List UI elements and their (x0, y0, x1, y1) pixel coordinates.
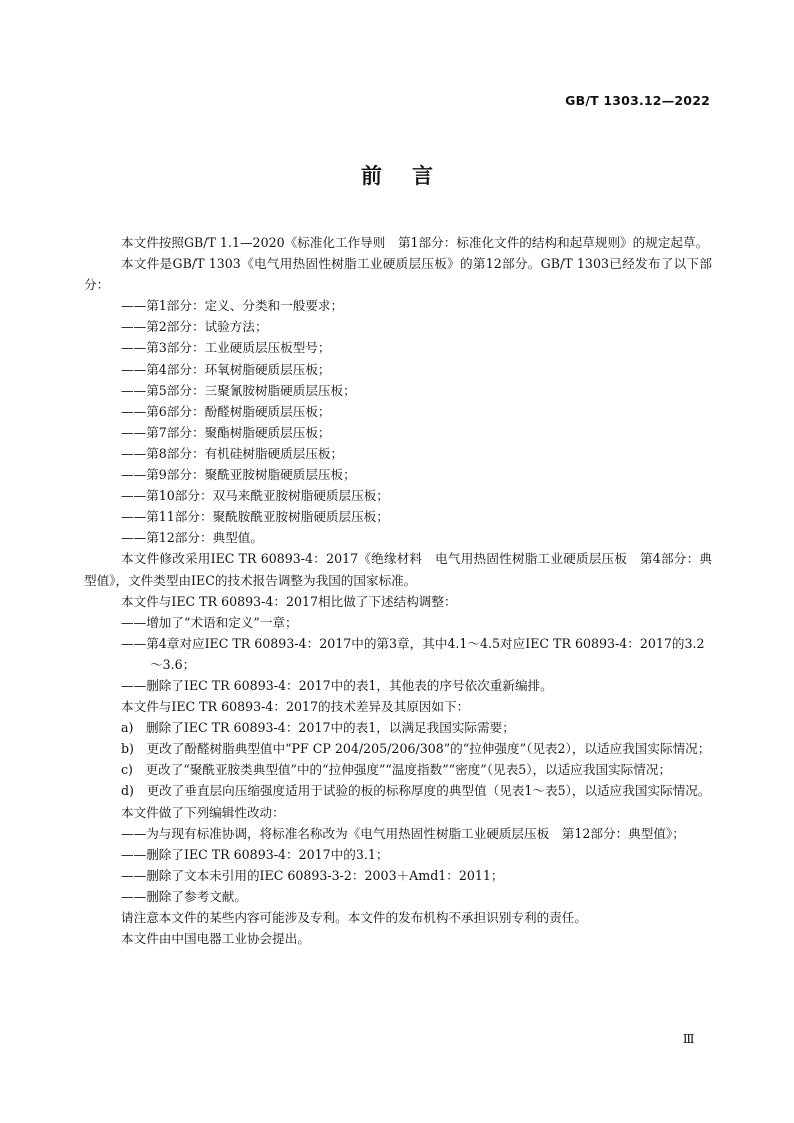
series-intro-paragraph: 本文件是GB/T 1303《电气用热固性树脂工业硬质层压板》的第12部分。GB/T 1303已经发布了以下部分： (84, 256, 712, 293)
list-item: ——第12部分：典型值。 (121, 530, 263, 546)
list-item: ——第2部分：试验方法； (121, 319, 268, 335)
list-item: ——第4章对应IEC TR 60893-4：2017中的第3章，其中4.1～4.5对应IEC TR 60893-4：2017的3.2～3.6； (121, 635, 705, 672)
list-item: a) 删除了IEC TR 60893-4：2017中的表1，以满足我国实际需要； (121, 720, 515, 736)
proposer-statement: 本文件由中国电器工业协会提出。 (121, 931, 310, 947)
list-item: ——第5部分：三聚氰胺树脂硬质层压板； (121, 382, 356, 398)
list-item: ——第10部分：双马来酰亚胺树脂硬质层压板； (121, 488, 389, 504)
drafting-rules-paragraph: 本文件按照GB/T 1.1—2020《标准化工作导则 第1部分：标准化文件的结构和起草规则》的规定起草。 (121, 235, 709, 250)
list-item: ——第8部分：有机硅树脂硬质层压板； (121, 445, 344, 461)
foreword-body (84, 232, 712, 949)
list-item: ——第9部分：聚酰亚胺树脂硬质层压板； (121, 467, 356, 483)
adoption-paragraph: 本文件修改采用IEC TR 60893-4：2017《绝缘材料 电气用热固性树脂工业硬质层压板 第4部分：典型值》，文件类型由IEC的技术报告调整为我国的国家标准。 (84, 551, 712, 588)
page-number: Ⅲ (682, 1032, 695, 1046)
page-title: 前言 (361, 164, 463, 188)
list-item: ——增加了“术语和定义”一章； (121, 614, 298, 630)
editorial-intro: 本文件做了下列编辑性改动： (121, 804, 285, 820)
structural-intro: 本文件与IEC TR 60893-4：2017相比做了下述结构调整： (121, 593, 457, 609)
list-item: b) 更改了酚醛树脂典型值中“PF CP 204/205/206/308”的“拉伸强度”（见表2），以适应我国实际情况； (121, 741, 711, 757)
list-item: ——第6部分：酚醛树脂硬质层压板； (121, 403, 331, 419)
list-item: ——第3部分：工业硬质层压板型号； (121, 340, 331, 356)
standard-code: GB/T 1303.12—2022 (565, 93, 710, 108)
list-item: ——删除了参考文献。 (121, 888, 247, 904)
patent-notice: 请注意本文件的某些内容可能涉及专利。本文件的发布机构不承担识别专利的责任。 (121, 910, 587, 925)
list-item: ——删除了IEC TR 60893-4：2017中的3.1； (121, 846, 389, 862)
list-item: ——第1部分：定义、分类和一般要求； (121, 298, 344, 314)
list-item: ——第4部分：环氧树脂硬质层压板； (121, 361, 331, 377)
list-item: ——第7部分：聚酯树脂硬质层压板； (121, 424, 331, 440)
list-item: c) 更改了“聚酰亚胺类典型值”中的“拉伸强度”“温度指数”“密度”（见表5），以适应我国实际情况； (121, 762, 672, 778)
technical-intro: 本文件与IEC TR 60893-4：2017的技术差异及其原因如下： (121, 699, 470, 715)
list-item: ——第11部分：聚酰胺酰亚胺树脂硬质层压板； (121, 509, 389, 525)
list-item: d) 更改了垂直层向压缩强度适用于试验的板的标称厚度的典型值（见表1～表5），以适应我国实际情况。 (121, 783, 711, 799)
list-item: ——删除了文本未引用的IEC 60893-3-2：2003＋Amd1：2011； (121, 867, 504, 883)
list-item: ——删除了IEC TR 60893-4：2017中的表1，其他表的序号依次重新编排。 (121, 677, 553, 693)
list-item: ——为与现有标准协调，将标准名称改为《电气用热固性树脂工业硬质层压板 第12部分：典型值》； (121, 825, 685, 841)
